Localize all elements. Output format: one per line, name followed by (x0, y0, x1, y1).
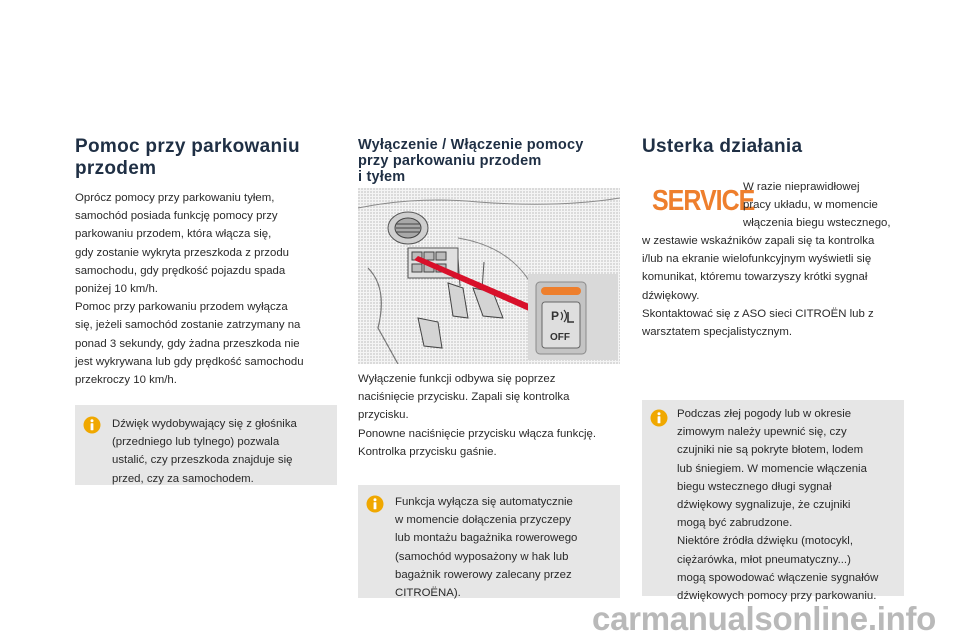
body-line: Oprócz pomocy przy parkowaniu tyłem, (75, 192, 275, 204)
title-line: Wyłączenie / Włączenie pomocy (358, 137, 584, 153)
body-line: naciśnięcie przycisku. Zapali się kontrolka (358, 391, 570, 404)
middle-column (358, 137, 628, 185)
body-line: poniżej 10 km/h. (75, 283, 158, 296)
left-column (75, 136, 345, 389)
info-line: czujniki nie są pokryte błotem, lodem (677, 444, 864, 457)
info-line: lub śniegiem. W momencie włączenia (677, 462, 867, 475)
body-line: dźwiękowy. (642, 289, 700, 302)
info-text (112, 415, 334, 488)
info-line: biegu wstecznego długi sygnał (677, 480, 832, 493)
body-line: włączenia biegu wstecznego, (743, 217, 891, 230)
info-icon (650, 409, 668, 427)
right-column (642, 136, 912, 158)
section-title-front-parking (75, 136, 345, 180)
body-line: Skontaktować się z ASO sieci CITROËN lub z (642, 307, 874, 320)
parking-button-closeup (528, 274, 618, 360)
info-line: lub montażu bagażnika rowerowego (395, 532, 578, 545)
service-warning-icon: SERVICE (652, 184, 755, 218)
info-line: bagażnik rowerowy zalecany przez (395, 568, 572, 581)
body-line: samochód posiada funkcję pomocy przy (75, 210, 278, 223)
air-vent (388, 212, 428, 244)
middle-body (358, 370, 628, 461)
info-line: zimowym należy upewnić się, czy (677, 426, 847, 439)
section-title-malfunction: Usterka działania (642, 136, 803, 157)
info-line: (przedniego lub tylnego) pozwala (112, 436, 280, 449)
info-line: Podczas złej pogody lub w okresie (677, 408, 852, 420)
body-line: pracy układu, w momencie (743, 199, 878, 212)
body-line: ponad 3 sekundy, gdy żadna przeszkoda nie (75, 337, 300, 350)
body-line: się, jeżeli samochód zostanie zatrzymany na (75, 319, 301, 332)
front-parking-body (75, 189, 345, 389)
body-line: W razie nieprawidłowej (743, 181, 860, 193)
info-line: mogą być zabrudzone. (677, 517, 793, 530)
body-line: Ponowne naciśnięcie przycisku włącza funkcję. (358, 427, 597, 440)
title-line: przy parkowaniu przodem (358, 153, 542, 169)
title-line: i tyłem (358, 169, 406, 185)
info-icon (83, 416, 101, 434)
body-line: gdy zostanie wykryta przeszkoda z przodu (75, 246, 289, 259)
info-box-weather (642, 400, 904, 603)
info-line: dźwiękowych pomocy przy parkowaniu. (677, 590, 877, 603)
info-line: przed, czy za samochodem. (112, 472, 254, 485)
body-line: przekroczy 10 km/h. (75, 374, 177, 387)
body-line: komunikat, któremu towarzyszy krótki sygnał (642, 271, 868, 284)
body-line: jest wykrywana lub gdy prędkość samochodu (75, 355, 304, 368)
title-line: Pomoc przy parkowaniu (75, 136, 300, 157)
off-label: OFF (550, 332, 570, 343)
info-box-speaker (75, 405, 337, 485)
info-line: CITROËNA). (395, 587, 461, 600)
info-line: Funkcja wyłącza się automatycznie (395, 496, 573, 508)
body-line: w zestawie wskaźników zapali się ta kontrolka (642, 235, 875, 247)
section-title-disable-enable (358, 137, 628, 185)
right-body-indented (743, 178, 923, 233)
title-line: przodem (75, 158, 157, 179)
info-line: Niektóre źródła dźwięku (motocykl, (677, 535, 853, 548)
watermark: carmanualsonline.info (592, 600, 936, 637)
info-line: mogą spowodować włączenie sygnałów (677, 571, 879, 584)
body-line: parkowaniu przodem, która włącza się, (75, 228, 272, 241)
right-body (642, 232, 917, 341)
body-line: przycisku. (358, 409, 409, 422)
dashboard-illustration (358, 188, 620, 364)
info-box-automatic (358, 485, 620, 598)
info-text (395, 493, 617, 602)
info-icon (366, 495, 384, 513)
info-line: ciężarówka, młot pneumatyczny...) (677, 553, 851, 566)
body-line: warsztatem specjalistycznym. (642, 326, 793, 339)
svg-text:P: P (551, 309, 560, 323)
info-text (677, 405, 902, 605)
info-line: w momencie dołączenia przyczepy (395, 514, 571, 527)
body-line: Kontrolka przycisku gaśnie. (358, 445, 497, 458)
info-line: (samochód wyposażony w hak lub (395, 550, 569, 563)
body-line: i/lub na ekranie wielofunkcyjnym wyświetli się (642, 253, 872, 266)
info-line: dźwiękowy sygnalizuje, że czujniki (677, 499, 851, 512)
body-line: samochodu, gdy prędkość pojazdu spada (75, 264, 286, 277)
info-line: ustalić, czy przeszkoda znajduje się (112, 454, 293, 467)
body-line: Pomoc przy parkowaniu przodem wyłącza (75, 301, 288, 314)
body-line: Wyłączenie funkcji odbywa się poprzez (358, 373, 556, 385)
info-line: Dźwięk wydobywający się z głośnika (112, 418, 297, 430)
